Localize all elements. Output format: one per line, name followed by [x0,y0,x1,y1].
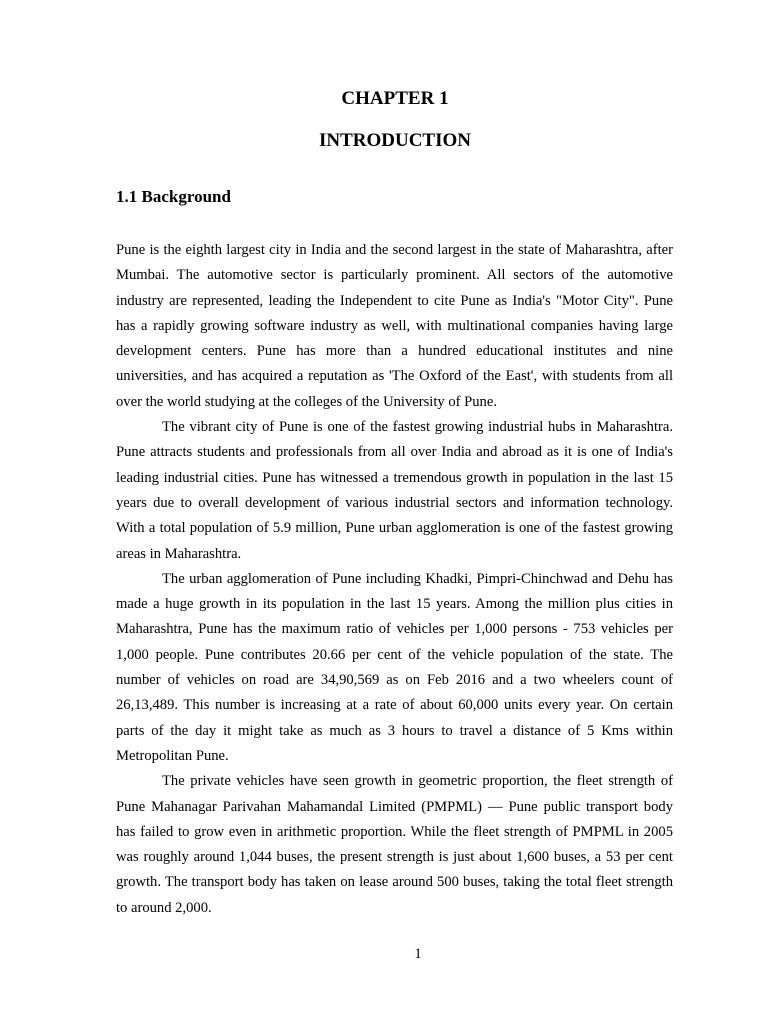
section-heading: 1.1 Background [116,187,231,206]
paragraph-2: The vibrant city of Pune is one of the fastest growing industrial hubs in Maharashtra. Pune attracts students and professionals from all over India and abroad as it is one of India's leading industrial cities. Pune has witnessed a tremendous growth in population in the last 15 years due to overall development of various industrial sectors and information technology. With a total population of 5.9 million, Pune urban agglomeration is one of the fastest growing areas in Maharashtra. [116,419,673,562]
paragraph-1: Pune is the eighth largest city in India and the second largest in the state of Maharashtra, after Mumbai. The automotive sector is particularly prominent. All sectors of the automotive industry are represented, leading the Independent to cite Pune as India's "Motor City". Pune has a rapidly growing software industry as well, with multinational companies having large development centers. Pune has more than a hundred educational institutes and nine universities, and has acquired a reputation as 'The Oxford of the East', with students from all over the world studying at the colleges of the University of Pune. [116,242,673,410]
paragraph-4: The private vehicles have seen growth in geometric proportion, the fleet strength of Pune Mahanagar Parivahan Mahamandal Limited (PMPML) — Pune public transport body has failed to grow even in arithmetic proportion. While the fleet strength of PMPML in 2005 was roughly around 1,044 buses, the present strength is just about 1,600 buses, a 53 per cent growth. The transport body has taken on lease around 500 buses, taking the total fleet strength to around 2,000. [116,773,673,916]
chapter-title: INTRODUCTION [318,130,472,151]
body-text [116,238,673,921]
paragraph-3: The urban agglomeration of Pune including Khadki, Pimpri-Chinchwad and Dehu has made a huge growth in its population in the last 15 years. Among the million plus cities in Maharashtra, Pune has the maximum ratio of vehicles per 1,000 persons - 753 vehicles per 1,000 people. Pune contributes 20.66 per cent of the vehicle population of the state. The number of vehicles on road are 34,90,569 as on Feb 2016 and a two wheelers count of 26,13,489. This number is increasing at a rate of about 60,000 units every year. On certain parts of the day it might take as much as 3 hours to travel a distance of 5 Kms within Metropolitan Pune. [116,570,673,764]
page-number: 1 [414,946,422,962]
chapter-number: CHAPTER 1 [341,88,449,109]
